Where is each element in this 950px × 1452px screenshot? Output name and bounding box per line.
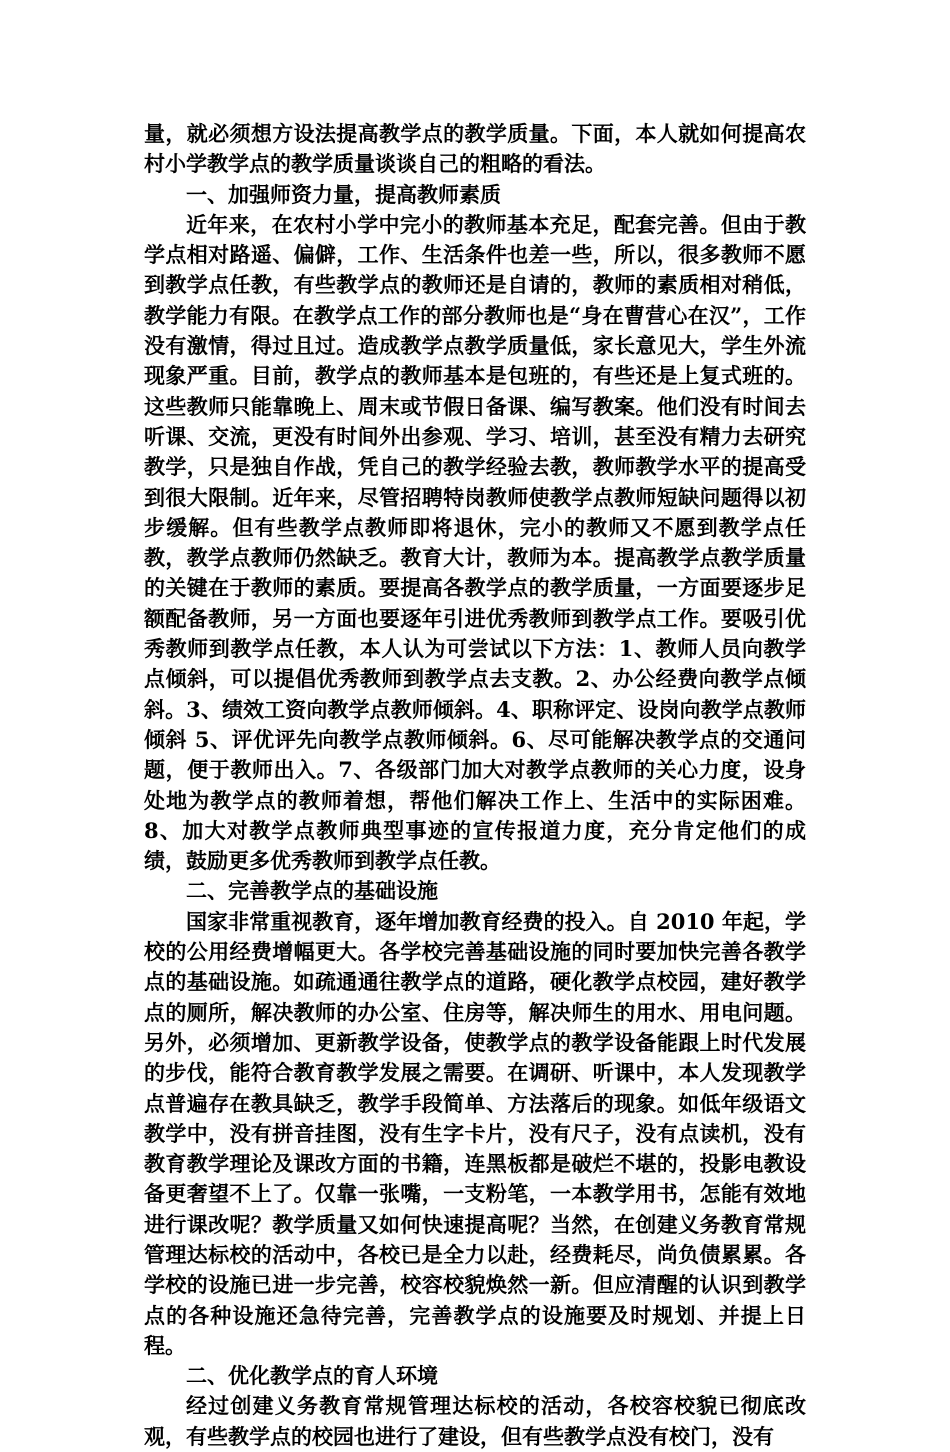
section-heading-3: 二、优化教学点的育人环境 — [186, 1363, 438, 1389]
section-heading-1: 一、加强师资力量，提高教师素质 — [186, 181, 501, 207]
document-page — [144, 119, 806, 1452]
paragraph-facilities: 国家非常重视教育，逐年增加教育经费的投入。自 2010 年起，学校的公用经费增幅更大。各学校完善基础设施的同时要加快完善各教学点的基础设施。如疏通通往教学点的道路，硬化教学点校园，建好教学点的厕所，解决教师的办公室、住房等，解决师生的用水、用电问题。另外，必须增加、更新教学设备，使教学点的教学设备能跟上时代发展的步伐，能符合教育教学发展之需要。在调研、听课中，本人发现教学点普遍存在教具缺乏，教学手段简单、方法落后的现象。如低年级语文教学中，没有拼音挂图，没有生字卡片，没有尺子，没有点读机，没有教育教学理论及课改方面的书籍，连黑板都是破烂不堪的，投影电教设备更奢望不上了。仅靠一张嘴，一支粉笔，一本教学用书，怎能有效地进行课改呢？教学质量又如何快速提高呢？当然，在创建义务教育常规管理达标校的活动中，各校已是全力以赴，经费耗尽，尚负债累累。各学校的设施已进一步完善，校容校貌焕然一新。但应清醒的认识到教学点的各种设施还急待完善，完善教学点的设施要及时规划、并提上日程。 — [144, 908, 806, 1358]
section-heading-2: 二、完善教学点的基础设施 — [186, 878, 438, 904]
paragraph-environment: 经过创建义务教育常规管理达标校的活动，各校容校貌已彻底改观，有些教学点的校园也进行了建设，但有些教学点没有校门，没有 — [144, 1393, 806, 1449]
paragraph-intro: 量，就必须想方设法提高教学点的教学质量。下面，本人就如何提高农村小学教学点的教学质量谈谈自己的粗略的看法。 — [144, 121, 806, 177]
paragraph-teachers: 近年来，在农村小学中完小的教师基本充足，配套完善。但由于教学点相对路遥、偏僻，工作、生活条件也差一些，所以，很多教师不愿到教学点任教，有些教学点的教师还是自请的，教师的素质相对稍低，教学能力有限。在教学点工作的部分教师也是“身在曹营心在汉”，工作没有激情，得过且过。造成教学点教学质量低，家长意见大，学生外流现象严重。目前，教学点的教师基本是包班的，有些还是上复式班的。这些教师只能靠晚上、周末或节假日备课、编写教案。他们没有时间去听课、交流，更没有时间外出参观、学习、培训，甚至没有精力去研究教学，只是独自作战，凭自己的教学经验去教，教师教学水平的提高受到很大限制。近年来，尽管招聘特岗教师使教学点教师短缺问题得以初步缓解。但有些教学点教师即将退休，完小的教师又不愿到教学点任教，教学点教师仍然缺乏。教育大计，教师为本。提高教学点教学质量的关键在于教师的素质。要提高各教学点的教学质量，一方面要逐步足额配备教师，另一方面也要逐年引进优秀教师到教学点工作。要吸引优秀教师到教学点任教，本人认为可尝试以下方法：1、教师人员向教学点倾斜，可以提倡优秀教师到教学点去支教。2、办公经费向教学点倾斜。3、绩效工资向教学点教师倾斜。4、职称评定、设岗向教学点教师倾斜 5、评优评先向教学点教师倾斜。6、尽可能解决教学点的交通问题，便于教师出入。7、各级部门加大对教学点教师的关心力度，设身处地为教学点的教师着想，帮他们解决工作上、生活中的实际困难。8、加大对教学点教师典型事迹的宣传报道力度，充分肯定他们的成绩，鼓励更多优秀教师到教学点任教。 — [144, 211, 806, 874]
